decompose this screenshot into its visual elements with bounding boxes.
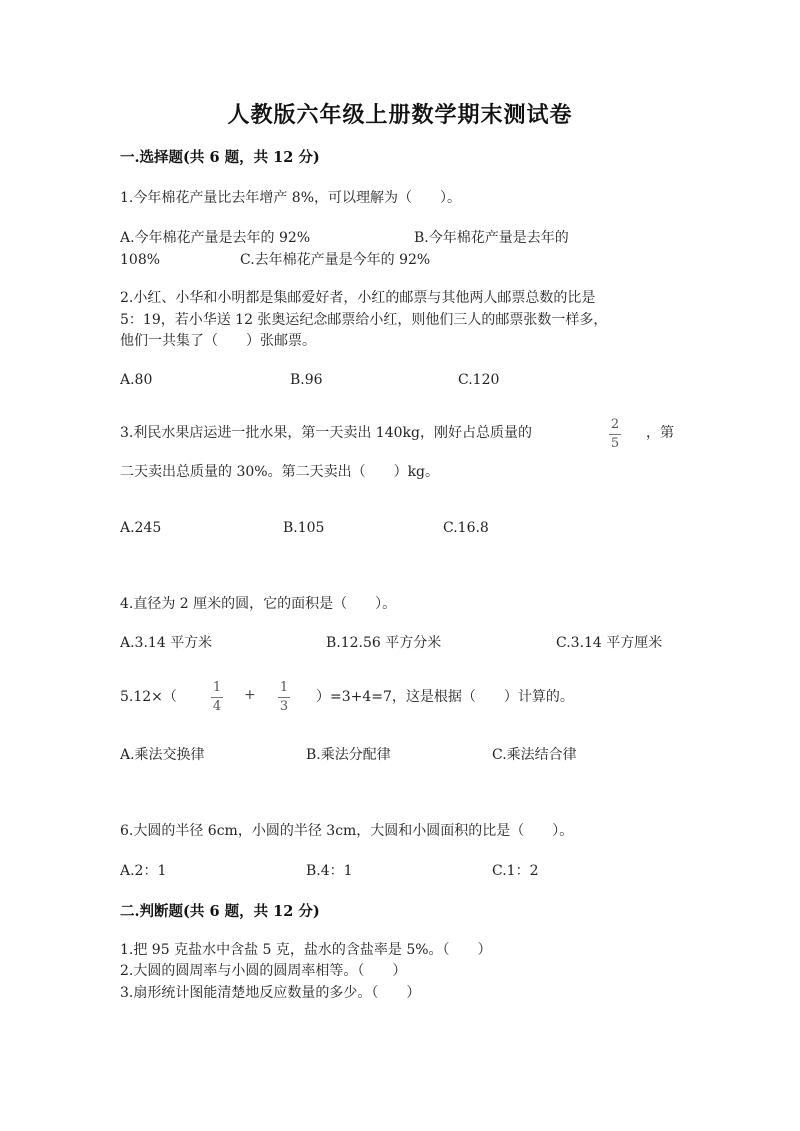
q4-option-b: B.12.56 平方分米 [326, 635, 442, 651]
q5-fraction-2-numerator: 1 [279, 680, 289, 695]
judge-item-1: 1.把 95 克盐水中含盐 5 克，盐水的含盐率是 5%。（ ） [120, 942, 492, 958]
q5-stem-tail: ）=3+4=7，这是根据（ ）计算的。 [316, 689, 574, 705]
q3-fraction-numerator: 2 [610, 417, 620, 432]
page-title: 人教版六年级上册数学期末测试卷 [227, 102, 573, 128]
fraction-bar [278, 697, 290, 698]
q4-option-c: C.3.14 平方厘米 [556, 635, 663, 651]
q2-stem-line2: 5：19，若小华送 12 张奥运纪念邮票给小红，则他们三人的邮票张数一样多， [120, 312, 608, 328]
q3-stem-line1: 3.利民水果店运进一批水果，第一天卖出 140kg，刚好占总质量的 [120, 425, 532, 441]
q4-option-a: A.3.14 平方米 [120, 635, 213, 651]
q1-option-b-continued: 108% [120, 252, 161, 268]
q1-stem: 1.今年棉花产量比去年增产 8%，可以理解为（ ）。 [120, 190, 462, 206]
q2-stem-line3: 他们一共集了（ ）张邮票。 [120, 333, 316, 349]
q5-option-c: C.乘法结合律 [492, 747, 577, 763]
q5-option-b: B.乘法分配律 [306, 747, 391, 763]
q5-plus-sign: + [244, 687, 256, 703]
q2-option-b: B.96 [290, 372, 323, 388]
q1-option-a: A.今年棉花产量是去年的 92% [120, 230, 311, 246]
q3-option-a: A.245 [120, 520, 162, 536]
q2-option-a: A.80 [120, 372, 153, 388]
q5-fraction-1-denominator: 4 [212, 699, 222, 714]
q2-option-c: C.120 [458, 372, 500, 388]
q6-stem: 6.大圆的半径 6cm，小圆的半径 3cm，大圆和小圆面积的比是（ ）。 [120, 823, 574, 839]
section-heading-judge: 二.判断题(共 6 题，共 12 分) [120, 903, 320, 920]
q4-stem: 4.直径为 2 厘米的圆，它的面积是（ ）。 [120, 596, 397, 612]
section-heading-choice: 一.选择题(共 6 题，共 12 分) [120, 149, 320, 166]
q5-fraction-1 [210, 681, 224, 714]
q3-option-c: C.16.8 [443, 520, 489, 536]
fraction-bar [211, 697, 223, 698]
q5-fraction-1-numerator: 1 [212, 680, 222, 695]
q6-option-c: C.1：2 [492, 863, 539, 879]
q1-option-c: C.去年棉花产量是今年的 92% [240, 252, 431, 268]
q3-option-b: B.105 [283, 520, 325, 536]
fraction-bar [609, 434, 621, 435]
q5-fraction-2-denominator: 3 [279, 699, 289, 714]
q3-fraction-denominator: 5 [610, 436, 620, 451]
q5-option-a: A.乘法交换律 [120, 747, 205, 763]
q1-option-b: B.今年棉花产量是去年的 [414, 230, 569, 246]
judge-item-3: 3.扇形统计图能清楚地反应数量的多少。（ ） [120, 985, 421, 1001]
judge-item-2: 2.大圆的圆周率与小圆的圆周率相等。（ ） [120, 963, 407, 979]
q3-fraction [608, 418, 622, 451]
q5-fraction-2 [277, 681, 291, 714]
q6-option-a: A.2：1 [120, 863, 167, 879]
q6-option-b: B.4：1 [306, 863, 353, 879]
q3-stem-line1-tail: ，第 [646, 425, 674, 441]
q5-stem-lead: 5.12×（ [120, 689, 177, 705]
q3-stem-line2: 二天卖出总质量的 30%。第二天卖出（ ）kg。 [120, 464, 440, 480]
q2-stem-line1: 2.小红、小华和小明都是集邮爱好者，小红的邮票与其他两人邮票总数的比是 [120, 290, 596, 306]
